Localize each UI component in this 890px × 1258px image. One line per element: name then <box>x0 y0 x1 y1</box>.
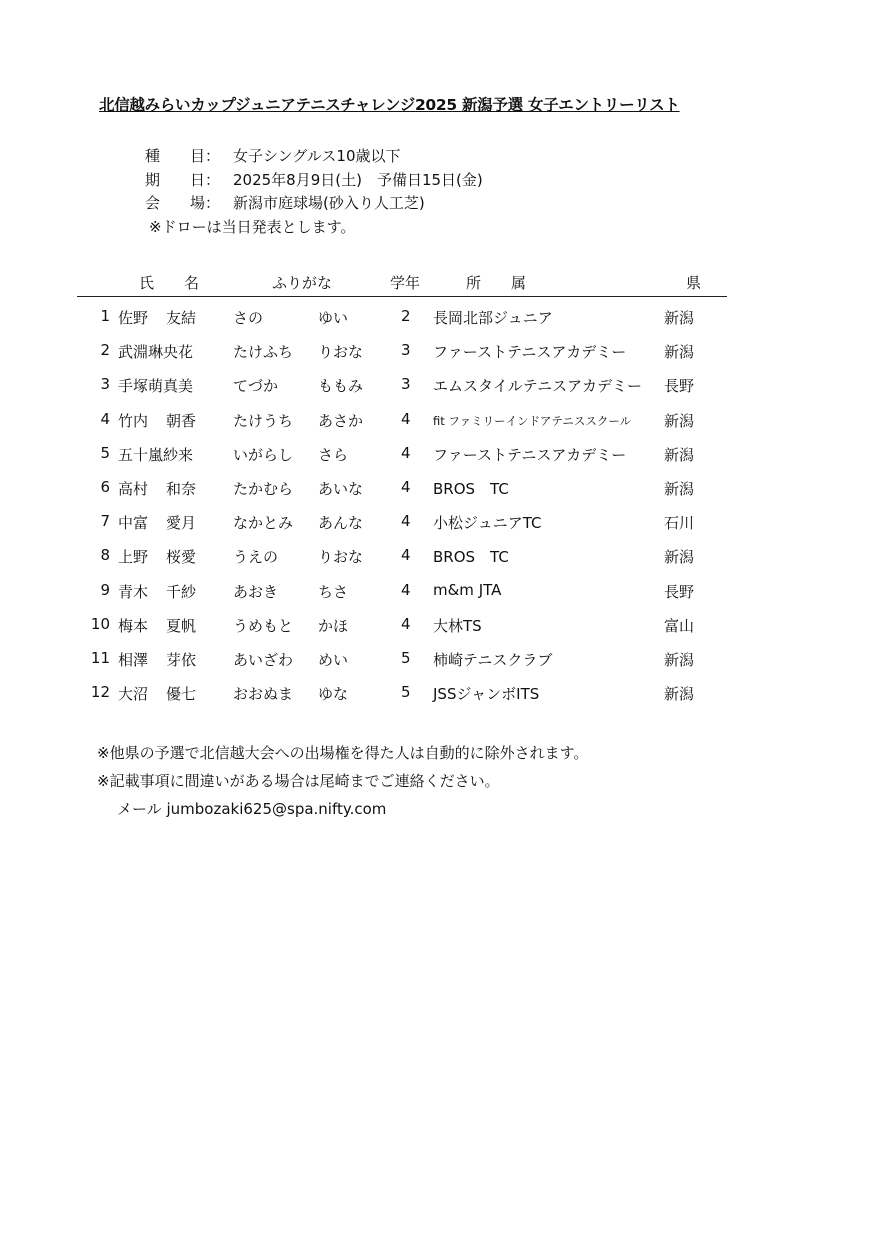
date-label: 期 日： <box>145 170 221 189</box>
entry-number: 11 <box>90 648 110 667</box>
entry-number: 9 <box>100 580 110 599</box>
entry-affiliation: BROS TC <box>433 548 509 567</box>
entry-prefecture: 新潟 <box>664 309 695 327</box>
footer-note-exclusion: ※他県の予選で北信越大会への出場権を得た人は自動的に除外されます。 <box>97 744 589 762</box>
entry-given-name: 千紗 <box>166 582 197 601</box>
entry-prefecture: 長野 <box>664 377 695 396</box>
entry-grade: 4 <box>401 546 411 565</box>
event-info-row <box>145 145 483 169</box>
entry-number: 3 <box>100 375 110 394</box>
entry-affiliation: JSSジャンボITS <box>433 685 540 704</box>
entry-surname: 中富 <box>118 514 149 533</box>
entry-furigana-given-name: あんな <box>318 514 364 533</box>
document-title: 北信越みらいカップジュニアテニスチャレンジ2025 新潟予選 女子エントリーリスト <box>99 96 680 114</box>
venue-info-row <box>145 192 483 216</box>
entry-prefecture: 新潟 <box>664 445 695 464</box>
entry-furigana-surname: たけうち <box>233 411 294 430</box>
entry-affiliation: 柿崎テニスクラブ <box>433 650 553 669</box>
date-value: 2025年8月9日(土) 予備日15日(金) <box>233 170 483 189</box>
entry-furigana-surname: てづか <box>233 377 279 396</box>
entry-prefecture: 石川 <box>664 514 695 533</box>
entry-prefecture: 新潟 <box>664 343 695 362</box>
entry-number: 8 <box>100 546 110 565</box>
entry-furigana-given-name: ゆな <box>318 685 349 704</box>
table-row <box>0 442 890 476</box>
contact-email: メール jumbozaki625@spa.nifty.com <box>117 800 387 818</box>
entry-surname: 手塚萌真美 <box>118 377 194 396</box>
entry-affiliation: ファーストテニスアカデミー <box>433 445 627 464</box>
entry-affiliation: BROS TC <box>433 479 509 498</box>
table-row <box>0 681 890 715</box>
entry-given-name: 愛月 <box>166 514 197 533</box>
header-prefecture: 県 <box>686 274 702 292</box>
table-row <box>0 476 890 510</box>
footer-notes <box>97 739 588 823</box>
event-info <box>145 145 483 239</box>
entry-furigana-surname: うめもと <box>233 616 294 635</box>
entry-affiliation: m&m JTA <box>433 580 502 599</box>
entry-grade: 4 <box>401 614 411 633</box>
entry-furigana-given-name: あさか <box>318 411 364 430</box>
entry-number: 10 <box>90 614 110 633</box>
entry-surname: 上野 <box>118 548 149 567</box>
entry-given-name: 和奈 <box>166 479 197 498</box>
table-row <box>0 544 890 578</box>
entry-affiliation: 小松ジュニアTC <box>433 514 542 533</box>
entry-affiliation: 長岡北部ジュニア <box>433 309 553 327</box>
venue-value: 新潟市庭球場(砂入り人工芝) <box>233 194 425 212</box>
entry-surname: 大沼 <box>118 685 149 704</box>
table-row <box>0 305 890 339</box>
entry-furigana-surname: さの <box>233 309 264 327</box>
entry-furigana-given-name: りおな <box>318 548 364 567</box>
entry-given-name: 夏帆 <box>166 616 197 635</box>
entry-furigana-surname: うえの <box>233 548 279 567</box>
entry-prefecture: 新潟 <box>664 411 695 430</box>
header-divider <box>77 296 727 297</box>
entry-grade: 5 <box>401 683 411 702</box>
entry-prefecture: 新潟 <box>664 685 695 704</box>
entry-number: 7 <box>100 512 110 531</box>
table-header <box>0 272 890 294</box>
header-affiliation: 所 属 <box>466 274 527 292</box>
entry-number: 2 <box>100 341 110 360</box>
table-row <box>0 408 890 442</box>
entry-surname: 五十嵐紗来 <box>118 445 194 464</box>
entry-surname: 梅本 <box>118 616 149 635</box>
entry-prefecture: 富山 <box>664 616 695 635</box>
entry-furigana-given-name: ももみ <box>318 377 364 396</box>
entry-surname: 竹内 <box>118 411 149 430</box>
entry-surname: 武淵琳央花 <box>118 343 194 362</box>
entry-number: 1 <box>100 307 110 325</box>
entry-furigana-surname: あおき <box>233 582 279 601</box>
entry-furigana-given-name: りおな <box>318 343 364 362</box>
draw-note: ※ドローは当日発表とします。 <box>149 217 356 236</box>
entry-grade: 4 <box>401 409 411 428</box>
table-row <box>0 373 890 407</box>
entry-prefecture: 新潟 <box>664 650 695 669</box>
table-row <box>0 510 890 544</box>
event-label: 種 目： <box>145 147 221 165</box>
entry-affiliation: エムスタイルテニスアカデミー <box>433 377 642 396</box>
entry-surname: 青木 <box>118 582 149 601</box>
entry-number: 5 <box>100 443 110 462</box>
entry-furigana-given-name: あいな <box>318 479 364 498</box>
entry-grade: 4 <box>401 580 411 599</box>
date-info-row <box>145 169 483 193</box>
entry-grade: 4 <box>401 477 411 496</box>
entry-surname: 高村 <box>118 479 149 498</box>
entry-furigana-surname: あいざわ <box>233 650 294 669</box>
entry-number: 6 <box>100 477 110 496</box>
entry-given-name: 芽依 <box>166 650 197 669</box>
footer-note-contact: ※記載事項に間違いがある場合は尾崎までご連絡ください。 <box>97 772 500 790</box>
header-name: 氏 名 <box>139 274 200 292</box>
entry-grade: 5 <box>401 648 411 667</box>
entry-given-name: 桜愛 <box>166 548 197 567</box>
entry-prefecture: 新潟 <box>664 548 695 567</box>
entry-furigana-surname: いがらし <box>233 445 294 464</box>
entry-surname: 佐野 <box>118 309 149 327</box>
table-row <box>0 613 890 647</box>
venue-label: 会 場： <box>145 194 221 212</box>
entry-furigana-given-name: ちさ <box>318 582 349 601</box>
entry-furigana-given-name: かほ <box>318 616 349 635</box>
entry-grade: 4 <box>401 443 411 462</box>
table-row <box>0 647 890 681</box>
entry-given-name: 朝香 <box>166 411 197 430</box>
entry-furigana-surname: おおぬま <box>233 685 294 704</box>
entry-grade: 3 <box>401 375 411 394</box>
entry-given-name: 友結 <box>166 309 197 327</box>
table-row <box>0 339 890 373</box>
entry-furigana-surname: たかむら <box>233 479 294 498</box>
entry-furigana-given-name: ゆい <box>318 309 349 327</box>
entry-given-name: 優七 <box>166 685 197 704</box>
entry-number: 4 <box>100 409 110 428</box>
entry-furigana-surname: なかとみ <box>233 514 294 533</box>
event-value: 女子シングルス10歳以下 <box>233 147 401 165</box>
entry-affiliation: ファーストテニスアカデミー <box>433 343 627 362</box>
header-furigana: ふりがな <box>272 274 333 292</box>
entry-furigana-given-name: めい <box>318 650 349 669</box>
entry-furigana-surname: たけふち <box>233 343 294 362</box>
entry-prefecture: 長野 <box>664 582 695 601</box>
entry-affiliation: 大林TS <box>433 616 482 635</box>
entry-grade: 2 <box>401 307 411 325</box>
entry-furigana-given-name: さら <box>318 445 349 464</box>
entry-affiliation: fit ファミリーインドアテニススクール <box>433 413 632 428</box>
entry-prefecture: 新潟 <box>664 479 695 498</box>
entry-number: 12 <box>90 683 110 702</box>
entry-surname: 相澤 <box>118 650 149 669</box>
entry-grade: 4 <box>401 512 411 531</box>
header-grade: 学年 <box>390 274 421 292</box>
entry-grade: 3 <box>401 341 411 360</box>
entry-table <box>0 305 890 715</box>
table-row <box>0 579 890 613</box>
